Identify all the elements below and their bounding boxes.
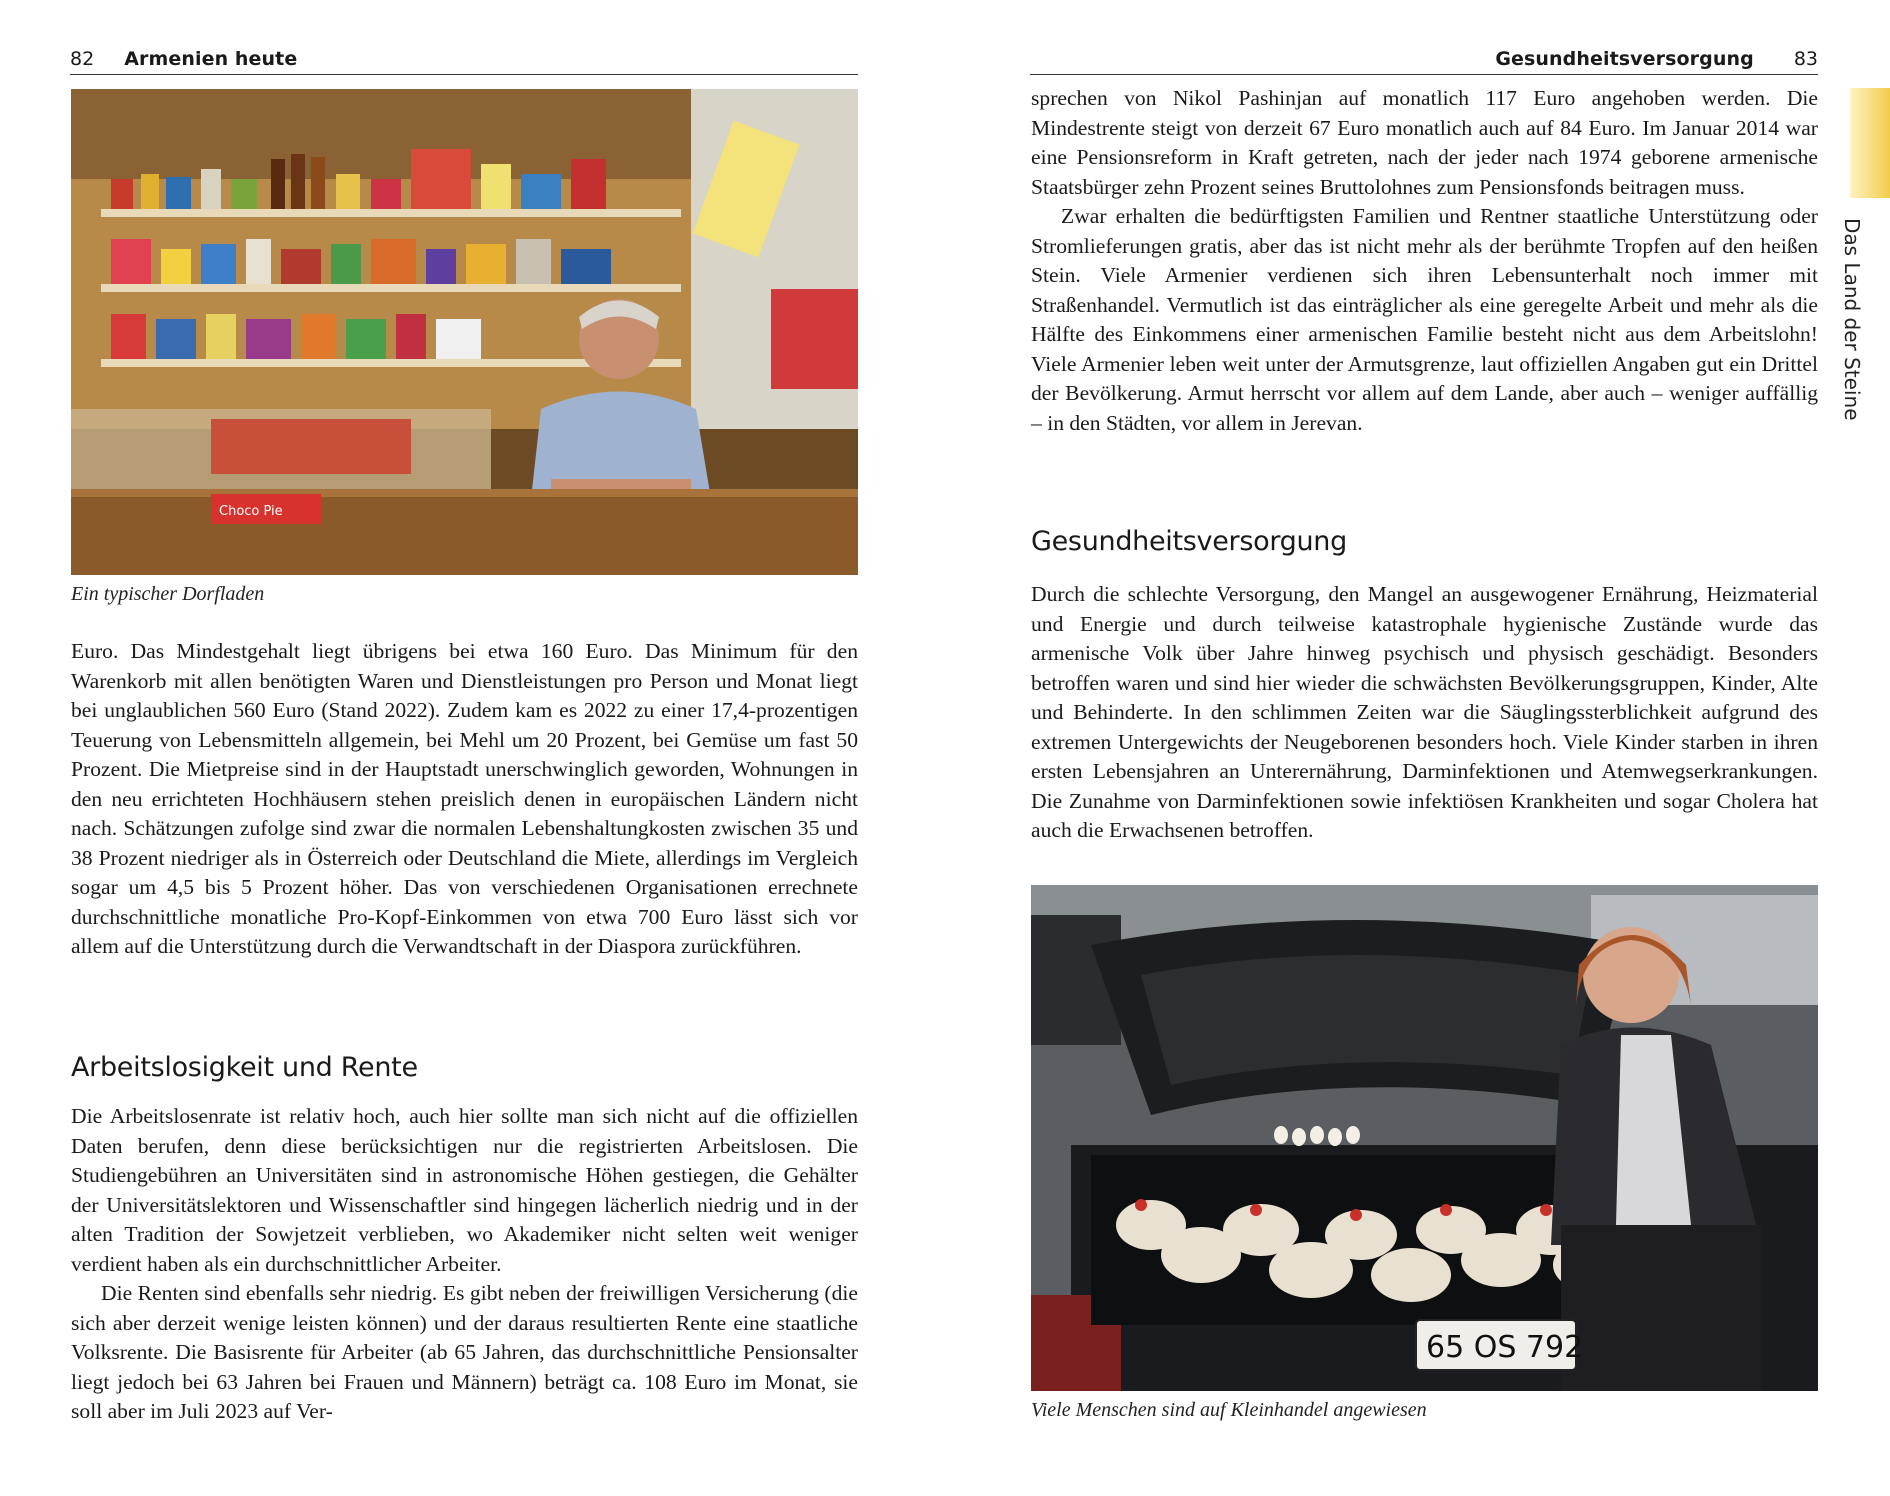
section-heading: Arbeitslosigkeit und Rente [71, 1052, 418, 1083]
body-text [1031, 84, 1818, 438]
running-head-left [70, 44, 858, 75]
page-number: 83 [1793, 48, 1818, 70]
photo-caption: Viele Menschen sind auf Kleinhandel angewiesen [1031, 1399, 1427, 1421]
right-page [945, 0, 1890, 1496]
chapter-side-label-text: Das Land der Steine [1840, 218, 1864, 421]
body-text [71, 637, 858, 962]
section-heading: Gesundheitsversorgung [1031, 526, 1347, 557]
paragraph: Zwar erhalten die bedürftigsten Familien und Rentner staatliche Unterstützung oder Stromlieferungen gratis, aber das ist nicht mehr als der berühmte Tropfen auf den heißen Stein. Viele Armenier verdienen sich ihren Lebensunterhalt noch immer mit Straßenhandel. Vermutlich ist das einträglicher als eine geregelte Arbeit und mehr als die Hälfte des Einkommens einer armenischen Familie besteht nicht aus dem Arbeitslohn! Viele Armenier leben weit unter der Armutsgrenze, laut offiziellen Angaben gut ein Drittel der Bevölkerung. Armut herrscht vor allem auf dem Lande, aber auch – weniger auffällig – in den Städten, vor allem in Jerevan. [1031, 204, 1818, 435]
chapter-side-label [1832, 218, 1872, 421]
running-head-right [1030, 44, 1818, 75]
section-body [71, 1102, 858, 1427]
license-plate-text: 65 OS 792 [1426, 1330, 1584, 1365]
paragraph: Die Arbeitslosenrate ist relativ hoch, auch hier sollte man sich nicht auf die offiziellen Daten berufen, denn diese berücksichtigen nur die registrierten Arbeitslosen. Die Studiengebühren an Universitäten sind in astronomische Höhen gestiegen, die Gehälter der Universitätslektoren und Wissenschaftler sind hingegen lächerlich niedrig und in der alten Tradition der Sowjetzeit verblieben, wo Akademiker nicht selten weit weniger verdient haben als ein durchschnittlicher Arbeiter. [71, 1104, 858, 1276]
svg-text:Choco Pie: Choco Pie [219, 504, 283, 519]
paragraph: Die Renten sind ebenfalls sehr niedrig. Es gibt neben der freiwilligen Versicherung (die sich aber derzeit wenige leisten können) und der daraus resultierten Rente eine staatliche Volksrente. Die Basisrente für Arbeiter (ab 65 Jahren, das durchschnittliche Pensionsalter liegt jedoch bei 63 Jahren bei Frauen und Männern) beträgt ca. 108 Euro im Monat, sie soll aber im Juli 2023 auf Ver- [71, 1281, 858, 1423]
running-title: Armenien heute [124, 48, 298, 70]
market-photo [1031, 885, 1818, 1391]
paragraph: sprechen von Nikol Pashinjan auf monatlich 117 Euro angehoben werden. Die Mindestrente steigt von derzeit 67 Euro monatlich auch auf 84 Euro. Im Januar 2014 war eine Pensionsreform in Kraft getreten, nach der jeder nach 1974 geborene armenische Staatsbürger zehn Prozent seines Bruttolohnes zum Pensionsfonds beitragen muss. [1031, 86, 1818, 199]
page-number: 82 [70, 48, 95, 70]
shop-photo [71, 89, 858, 575]
photo-caption: Ein typischer Dorfladen [71, 583, 265, 605]
running-title: Gesundheitsversorgung [1495, 48, 1754, 70]
paragraph: Euro. Das Mindestgehalt liegt übrigens bei etwa 160 Euro. Das Minimum für den Warenkorb mit allen benötigten Waren und Dienstleistungen pro Person und Monat liegt bei unglaublichen 560 Euro (Stand 2022). Zudem kam es 2022 zu einer 17,4-prozentigen Teuerung von Lebensmitteln allgemein, bei Mehl um 20 Prozent, bei Gemüse um fast 50 Prozent. Die Mietpreise sind in der Hauptstadt unerschwinglich geworden, Wohnungen in den neu errichteten Hochhäusern stehen preislich denen in europäischen Ländern nicht nach. Schätzungen zufolge sind zwar die normalen Lebenshaltungkosten zwischen 35 und 38 Prozent niedriger als in Österreich oder Deutschland die Miete, allerdings im Vergleich sogar um 4,5 bis 5 Prozent höher. Das von verschiedenen Organisationen errechnete durchschnittliche monatliche Pro-Kopf-Einkommen von etwa 700 Euro lässt sich vor allem auf die Unterstützung durch die Verwandtschaft in der Diaspora zurückführen. [71, 639, 858, 958]
chapter-thumb-tab [1850, 88, 1890, 198]
section-body [1031, 580, 1818, 846]
paragraph: Durch die schlechte Versorgung, den Mangel an ausgewogener Ernährung, Heizmaterial und Energie und durch teilweise katastrophale hygienische Zustände wurde das armenische Volk über Jahre hinweg psychisch und physisch geschädigt. Besonders betroffen waren und sind hier wieder die schwächsten Bevölkerungsgruppen, Kinder, Alte und Behinderte. In den schlimmen Zeiten war die Säuglingssterblichkeit aufgrund des extremen Untergewichts der Neugeborenen besonders hoch. Viele Kinder starben in ihren ersten Lebensjahren an Unterernährung, Darminfektionen und Atemwegserkrankungen. Die Zunahme von Darminfektionen sowie infektiösen Krankheiten und sogar Cholera hat auch die Erwachsenen betroffen. [1031, 582, 1818, 842]
